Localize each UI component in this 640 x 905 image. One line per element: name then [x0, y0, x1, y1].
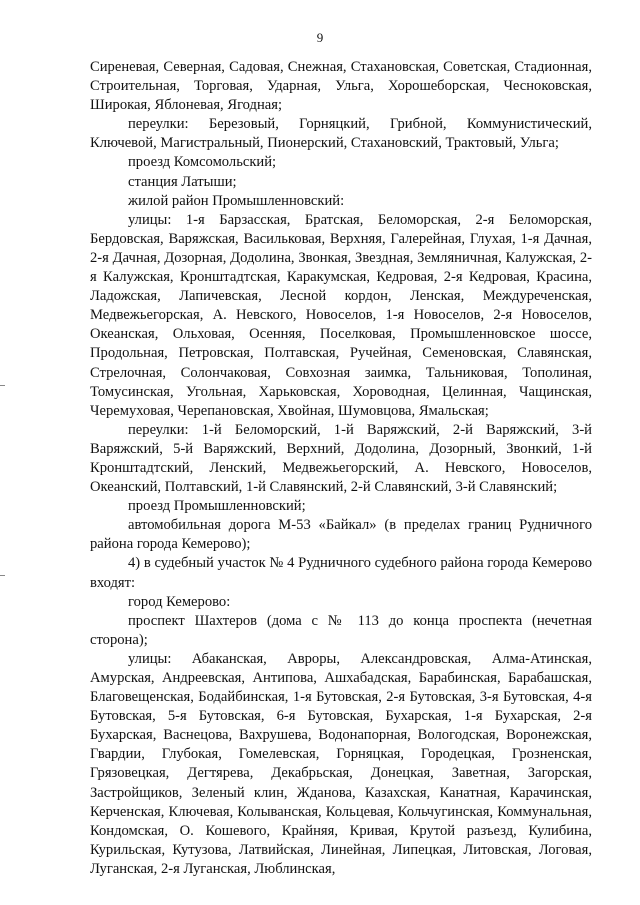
paragraph-district-lanes: переулки: 1-й Беломорский, 1-й Варяжский, 2-й Варяжский, 3-й Варяжский, 5-й Варяжский, Верхний, Додолина, Дозорный, Звонкий, 1-й Кронштадтский, Ленский, Медвежьегорский, А. Невского, Новоселов, Океанский, Полтавский, 1-й Славянский, 2-й Славянский, 3-й Славянский; [90, 421, 592, 496]
paragraph-section-4-heading: 4) в судебный участок № 4 Рудничного судебного района города Кемерово входят: [90, 555, 592, 591]
paragraph-district-passage: проезд Промышленновский; [128, 498, 306, 515]
scan-edge-mark [0, 575, 5, 576]
paragraph-highway: автомобильная дорога М-53 «Байкал» (в пределах границ Рудничного района города Кемерово); [90, 517, 592, 553]
paragraph-district-streets: улицы: 1-я Барзасская, Братская, Беломорская, 2-я Беломорская, Бердовская, Варяжская, Васильковая, Верхняя, Галерейная, Глухая, 1-я Дачная, 2-я Дачная, Дозорная, Додолина, Звонкая, Звездная, Земляничная, Калужская, 2-я Калужская, Кронштадтская, Каракумская, Кедровая, 2-я Кедровая, Красина, Ладожская, Лапичевская, Лесной кордон, Ленская, Междуреченская, Медвежьегорская, А. Невского, Новоселов, 1-я Новоселов, 2-я Новоселов, Океанская, Ольховая, Осенняя, Поселковая, Промышленновское шоссе, Продольная, Петровская, Полтавская, Ручейная, Семеновская, Славянская, Стрелочная, Солончаковая, Совхозная заимка, Тальниковая, Тополиная, Томусинская, Угольная, Харьковская, Хороводная, Целинная, Чащинская, Черемуховая, Черепановская, Хвойная, Шумовцова, Ямальская; [90, 211, 592, 419]
paragraph-prospect: проспект Шахтеров (дома с № 113 до конца проспекта (нечетная сторона); [90, 612, 592, 648]
paragraph-station: станция Латыши; [128, 173, 237, 190]
paragraph-street-list-continued: Сиреневая, Северная, Садовая, Снежная, Стахановская, Советская, Стадионная, Строительная, Торговая, Ударная, Ульга, Хорошеборская, Чесноковская, Широкая, Яблоневая, Ягодная; [90, 59, 592, 114]
paragraph-lanes: переулки: Березовый, Горняцкий, Грибной, Коммунистический, Ключевой, Магистральный, Пионерский, Стахановский, Трактовый, Ульга; [90, 116, 592, 152]
document-body [90, 58, 592, 879]
paragraph-passage: проезд Комсомольский; [128, 154, 277, 171]
scan-edge-mark [0, 385, 5, 386]
page-number: 9 [316, 30, 324, 45]
paragraph-city: город Кемерово: [128, 593, 231, 610]
paragraph-section-4-streets: улицы: Абаканская, Авроры, Александровская, Алма-Атинская, Амурская, Андреевская, Антипова, Ашхабадская, Барабинская, Барабашская, Благовещенская, Бодайбинская, 1-я Бутовская, 2-я Бутовская, 3-я Бутовская, 4-я Бутовская, 5-я Бутовская, 6-я Бутовская, Бухарская, 1-я Бухарская, 2-я Бухарская, Васнецова, Вахрушева, Водонапорная, Вологодская, Воронежская, Гвардии, Глубокая, Гомелевская, Горняцкая, Городецкая, Грозненская, Грязовецкая, Дегтярева, Декабрьская, Донецкая, Заветная, Загорская, Застройщиков, Зеленый клин, Жданова, Казахская, Канатная, Карачинская, Керченская, Ключевая, Колыванская, Кольцевая, Кольчугинская, Коммунальная, Кондомская, О. Кошевого, Крайняя, Кривая, Крутой разъезд, Кулибина, Курильская, Кутузова, Латвийская, Линейная, Липецкая, Литовская, Логовая, Луганская, 2-я Луганская, Люблинская, [90, 650, 592, 877]
paragraph-district-heading: жилой район Промышленновский: [128, 192, 345, 209]
